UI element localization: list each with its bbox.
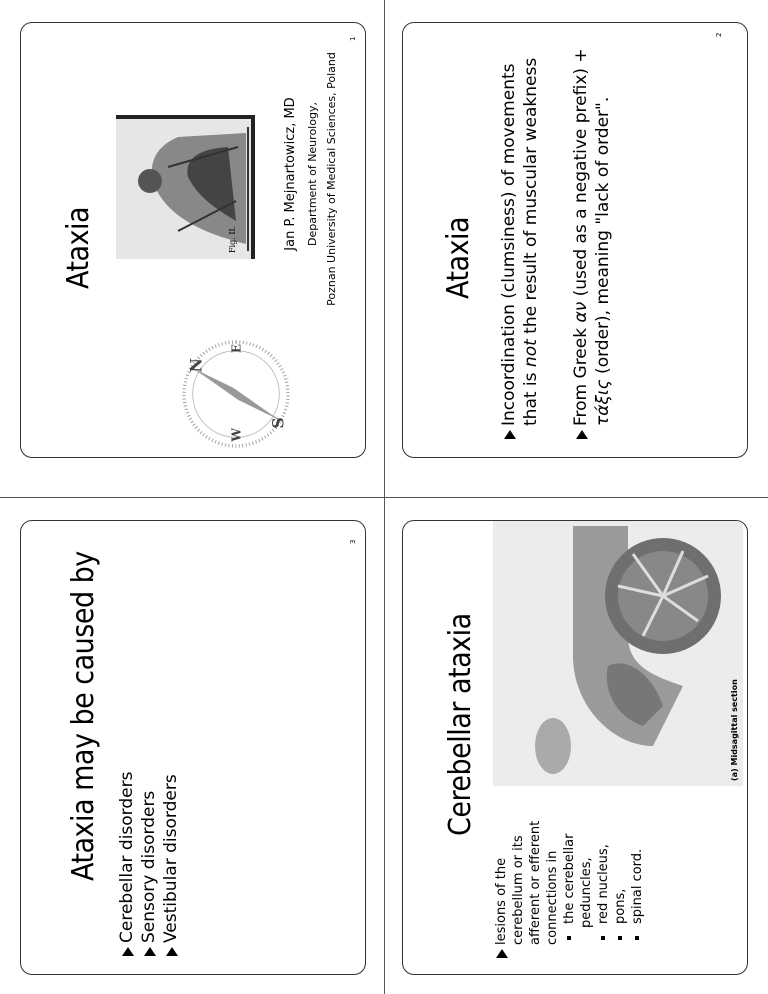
structure-item: red nucleus, xyxy=(596,844,611,924)
department: Department of Neurology, xyxy=(306,102,319,246)
slide-2-bullets xyxy=(498,48,614,439)
svg-text:N: N xyxy=(186,358,206,373)
bullet-arrow-icon xyxy=(576,430,588,439)
bullet-arrow-icon xyxy=(496,949,508,958)
structure-item: peduncles, xyxy=(579,857,594,928)
slide-3-title: Ataxia may be caused by xyxy=(66,551,101,881)
structure-item: the cerebellar xyxy=(562,833,577,924)
cause-item: Cerebellar disorders xyxy=(117,771,137,943)
square-bullet-icon xyxy=(618,936,622,940)
slide-4-title: Cerebellar ataxia xyxy=(443,613,478,836)
structure-item: pons, xyxy=(613,888,628,924)
slide-1-title: Ataxia xyxy=(61,206,96,289)
page-number: 2 xyxy=(715,32,723,37)
slide-1-frame xyxy=(20,22,366,458)
slide-3-bullets xyxy=(116,772,182,956)
square-bullet-icon xyxy=(601,936,605,940)
bullet-arrow-icon xyxy=(166,947,178,956)
structure-item: spinal cord. xyxy=(630,848,645,924)
slide-4-frame xyxy=(402,520,748,975)
cause-item: Vestibular disorders xyxy=(161,774,181,943)
figure-label: Fig. II. xyxy=(228,225,237,253)
svg-text:W: W xyxy=(229,428,244,442)
svg-text:E: E xyxy=(229,344,244,354)
diagram-caption: (a) Midsagittal section xyxy=(730,679,739,781)
bullet-2-line-2: τάξις (order), meaning "lack of order". xyxy=(593,96,613,426)
lesion-line: lesions of the xyxy=(494,857,509,945)
lesion-line: cerebellum or its xyxy=(511,835,526,945)
slide-2 xyxy=(402,22,748,458)
university: Poznan University of Medical Sciences, Poland xyxy=(325,52,338,306)
page-divider-vertical xyxy=(384,0,385,994)
compass-icon xyxy=(171,329,301,458)
bullet-1-line-1: Incoordination (clumsiness) of movements xyxy=(499,63,519,426)
page-number: 3 xyxy=(349,539,357,544)
slide-4-bullets xyxy=(493,821,646,958)
author-name: Jan P. Mejnartowicz, MD xyxy=(283,97,298,251)
bullet-arrow-icon xyxy=(144,947,156,956)
svg-text:S: S xyxy=(268,417,288,429)
square-bullet-icon xyxy=(567,936,571,940)
page-number: 1 xyxy=(349,36,357,41)
slide-2-title: Ataxia xyxy=(441,216,476,299)
bullet-2-line-1: From Greek αν (used as a negative prefix) + xyxy=(571,48,591,426)
bullet-arrow-icon xyxy=(122,947,134,956)
lesion-line: connections in xyxy=(545,850,560,945)
lesion-line: afferent or efferent xyxy=(528,820,543,945)
midsagittal-section-diagram xyxy=(493,521,743,786)
bullet-1-line-2: that is not the result of muscular weakness xyxy=(521,57,541,426)
cause-item: Sensory disorders xyxy=(139,790,159,943)
bullet-arrow-icon xyxy=(504,430,516,439)
slide-3-frame xyxy=(20,520,366,975)
ataxia-engraving-image xyxy=(116,115,255,259)
square-bullet-icon xyxy=(635,936,639,940)
